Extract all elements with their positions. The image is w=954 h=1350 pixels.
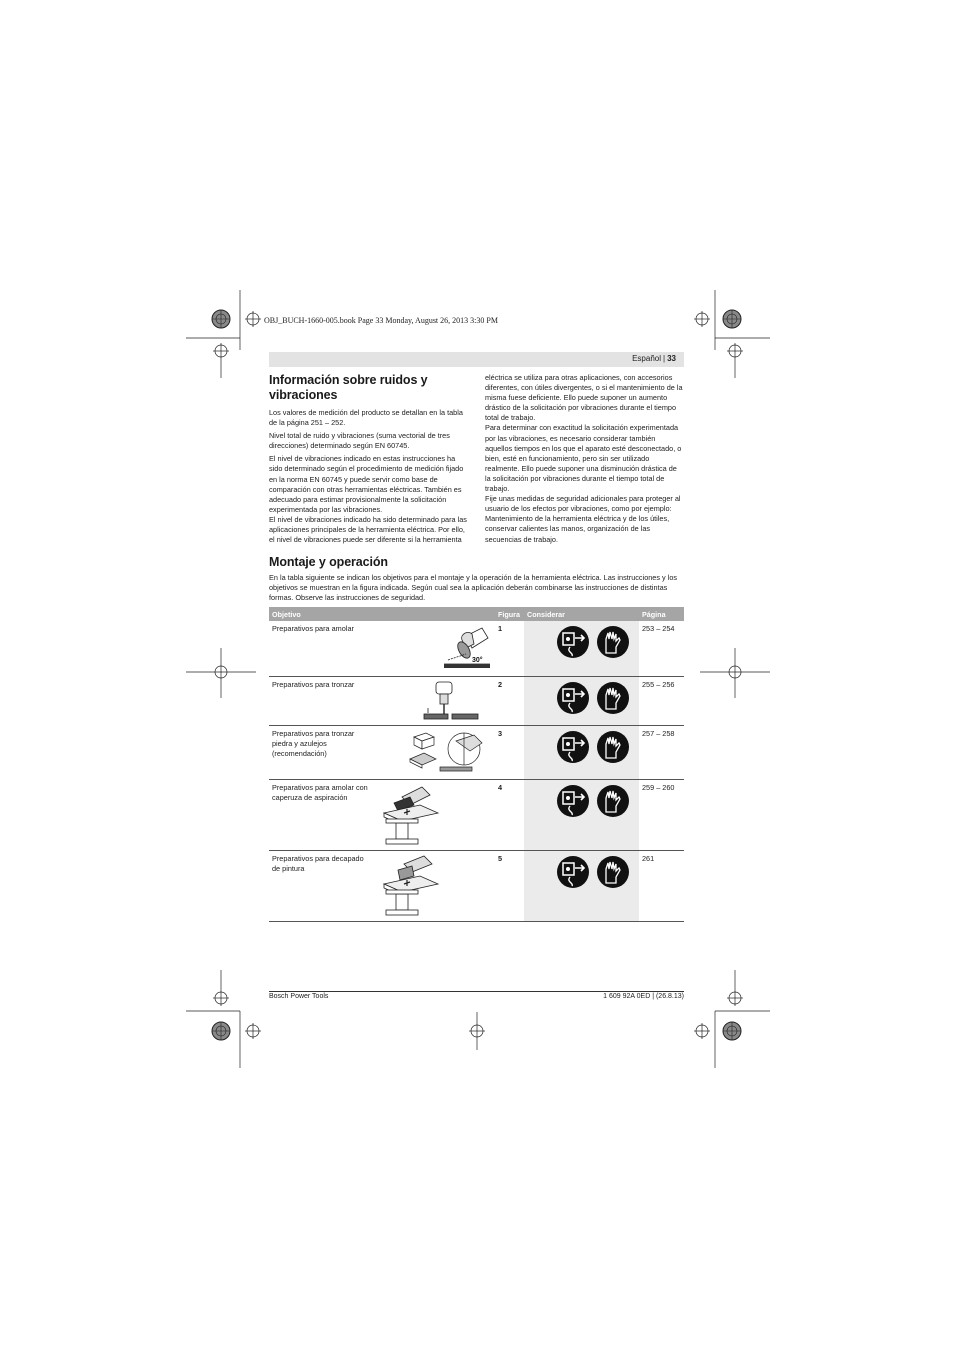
paragraph: Nivel total de ruido y vibraciones (suma vectorial de tres direcciones) determinado según EN 60745. <box>269 431 450 451</box>
footer-left: Bosch Power Tools <box>269 993 329 1000</box>
header-figura: Figura <box>495 607 524 621</box>
grinding-illustration-icon <box>442 624 492 670</box>
unplug-icon <box>556 784 590 818</box>
consider-cell <box>524 725 639 779</box>
page-range: 255 – 256 <box>639 676 684 725</box>
consider-cell <box>524 779 639 850</box>
header-language: Español <box>632 354 662 363</box>
paragraph: Los valores de medición del producto se detallan en la tabla de la página 251 – 252. <box>269 408 463 428</box>
paint-stripping-illustration-icon <box>380 854 442 918</box>
section-title-assembly: Montaje y operación <box>269 555 388 569</box>
page-range: 261 <box>639 850 684 921</box>
table-row <box>269 676 684 725</box>
gloves-icon <box>596 784 630 818</box>
objective-cell <box>269 621 495 676</box>
stone-cutting-illustration-icon <box>390 729 490 777</box>
objective-cell <box>269 725 495 779</box>
consider-cell <box>524 676 639 725</box>
table-row <box>269 850 684 921</box>
consider-cell <box>524 621 639 676</box>
table-row <box>269 779 684 850</box>
objective-text: Preparativos para tronzar <box>272 679 355 689</box>
gloves-icon <box>596 625 630 659</box>
gloves-icon <box>596 681 630 715</box>
gloves-icon <box>596 730 630 764</box>
paragraph: El nivel de vibraciones indicado ha sido determinado para las aplicaciones principales de la herramienta eléctrica. Por ello, el nivel de vibraciones puede ser diferente si la herramienta <box>269 514 467 545</box>
unplug-icon <box>556 730 590 764</box>
consider-cell <box>524 850 639 921</box>
header-pagina: Página <box>639 607 684 621</box>
objective-text: Preparativos para amolar con caperuza de aspiración <box>272 782 368 802</box>
paragraph: eléctrica se utiliza para otras aplicaciones, con accesorios diferentes, con útiles divergentes, o si el mantenimiento de la misma fuese deficiente. Ello puede suponer un aumento drástico de la solicitación por vibraciones durante el tiempo total de trabajo. <box>485 373 683 423</box>
table-header-row <box>269 607 684 621</box>
objective-text: Preparativos para amolar <box>272 624 354 633</box>
gloves-icon <box>596 855 630 889</box>
figure-number: 2 <box>495 676 524 725</box>
objectives-table <box>269 607 684 922</box>
section-title-noise: Información sobre ruidos y vibraciones <box>269 373 428 402</box>
objective-cell <box>269 850 495 921</box>
page-header-label: Español | 33 <box>632 354 676 363</box>
unplug-icon <box>556 625 590 659</box>
unplug-icon <box>556 681 590 715</box>
objective-cell <box>269 779 495 850</box>
page-range: 253 – 254 <box>639 621 684 676</box>
paragraph: Para determinar con exactitud la solicitación experimentada por las vibraciones, es necesario considerar también aquellos tiempos en los que el aparato esté desconectado, o bien, esté en funcionamiento, pero sin ser utilizado realmente. Ello puede suponer una disminución drástica de la solicitación por vibraciones durante el tiempo total de trabajo. <box>485 423 682 494</box>
suction-hood-illustration-icon <box>380 783 442 847</box>
angle-label: 30° <box>472 657 483 664</box>
cutting-illustration-icon <box>422 680 482 722</box>
objective-text: Preparativos para decapado de pintura <box>272 853 364 873</box>
footer-right: 1 609 92A 0ED | (26.8.13) <box>603 993 684 1000</box>
objective-text: Preparativos para tronzar piedra y azulejos (recomendación) <box>272 728 355 758</box>
header-considerar: Considerar <box>524 607 639 621</box>
header-objetivo: Objetivo <box>269 607 495 621</box>
figure-number: 1 <box>495 621 524 676</box>
figure-number: 3 <box>495 725 524 779</box>
section-intro: En la tabla siguiente se indican los objetivos para el montaje y la operación de la herramienta eléctrica. Las instrucciones y los objetivos se muestran en la figura indicada. Según cual sea la aplicación deberán combinarse las instrucciones de distintas formas. Observe las instrucciones de seguridad. <box>269 573 678 603</box>
page-range: 257 – 258 <box>639 725 684 779</box>
section-noise-right-column <box>485 373 684 545</box>
figure-number: 4 <box>495 779 524 850</box>
footer-divider <box>269 991 684 992</box>
table-row <box>269 725 684 779</box>
objective-cell <box>269 676 495 725</box>
paragraph: Fije unas medidas de seguridad adicionales para proteger al usuario de los efectos por vibraciones, como por ejemplo: Mantenimiento de la herramienta eléctrica y de los útiles, conservar calientes las manos, organización de las secuencias de trabajo. <box>485 494 681 544</box>
page-header <box>269 352 684 367</box>
section-noise-left-column <box>269 373 469 545</box>
unplug-icon <box>556 855 590 889</box>
header-page-number: 33 <box>667 354 676 363</box>
table-row <box>269 621 684 676</box>
paragraph: El nivel de vibraciones indicado en estas instrucciones ha sido determinado según el procedimiento de medición fijado en la norma EN 60745 y puede servir como base de comparación con otras herramientas eléctricas. También es adecuado para estimar provisionalmente la solicitación experimentada por las vibraciones. <box>269 454 464 514</box>
print-info: OBJ_BUCH-1660-005.book Page 33 Monday, August 26, 2013 3:30 PM <box>264 316 498 325</box>
page-range: 259 – 260 <box>639 779 684 850</box>
figure-number: 5 <box>495 850 524 921</box>
